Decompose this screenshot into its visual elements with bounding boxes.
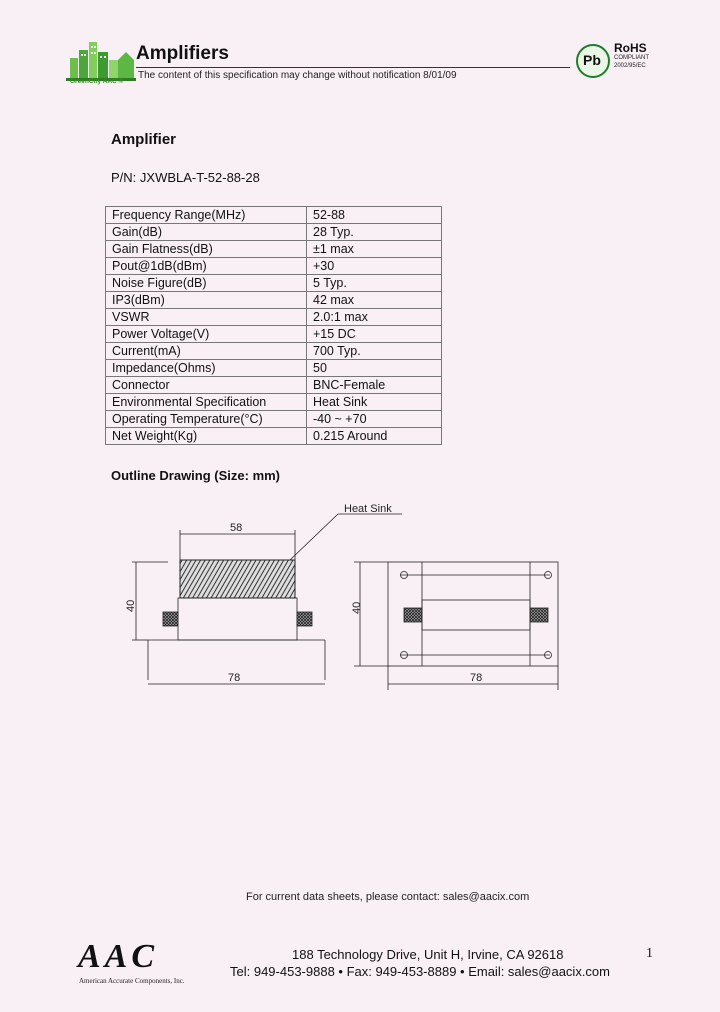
page-number: 1: [646, 946, 653, 961]
table-row: [106, 326, 442, 343]
spec-value: ±1 max: [307, 241, 442, 258]
part-number: P/N: JXWBLA-T-52-88-28: [111, 170, 260, 185]
table-row: [106, 207, 442, 224]
dimension-bottom-left: 78: [228, 672, 241, 684]
table-row: [106, 292, 442, 309]
logo-text: GreenCity AAC ®: [70, 78, 124, 85]
spec-param: VSWR: [106, 309, 307, 326]
table-row: [106, 428, 442, 445]
table-row: [106, 224, 442, 241]
side-view: [132, 514, 402, 684]
spec-value: 28 Typ.: [307, 224, 442, 241]
change-notice: The content of this specification may change without notification 8/01/09: [138, 70, 457, 81]
spec-value: 52-88: [307, 207, 442, 224]
spec-param: Frequency Range(MHz): [106, 207, 307, 224]
spec-param: Operating Temperature(°C): [106, 411, 307, 428]
company-address: 188 Technology Drive, Unit H, Irvine, CA 92618: [292, 947, 564, 962]
table-row: [106, 394, 442, 411]
spec-value: -40 ~ +70: [307, 411, 442, 428]
spec-param: Pout@1dB(dBm): [106, 258, 307, 275]
aac-logo: AAC: [78, 938, 159, 975]
rohs-compliant: COMPLIANT: [614, 55, 650, 61]
heat-sink-label: Heat Sink: [344, 503, 392, 515]
table-row: [106, 377, 442, 394]
dimension-top: 58: [230, 522, 243, 534]
table-row: [106, 343, 442, 360]
spec-param: Net Weight(Kg): [106, 428, 307, 445]
spec-value: +30: [307, 258, 442, 275]
spec-value: 2.0:1 max: [307, 309, 442, 326]
dimension-height-left: 40: [125, 599, 137, 612]
table-row: [106, 360, 442, 377]
spec-value: 42 max: [307, 292, 442, 309]
spec-param: Current(mA): [106, 343, 307, 360]
table-row: [106, 241, 442, 258]
table-row: [106, 258, 442, 275]
drawing-title: Outline Drawing (Size: mm): [111, 468, 281, 483]
top-view: [354, 562, 558, 690]
spec-value: 5 Typ.: [307, 275, 442, 292]
table-row: [106, 275, 442, 292]
section-title: Amplifier: [111, 131, 177, 148]
rohs-title: RoHS: [614, 41, 647, 55]
table-row: [106, 411, 442, 428]
company-name: American Accurate Components, Inc.: [79, 977, 185, 985]
dimension-height-right: 40: [351, 601, 363, 614]
rohs-directive: 2002/95/EC: [614, 63, 646, 69]
dimension-bottom-right: 78: [470, 672, 483, 684]
pb-label: Pb: [583, 52, 601, 68]
spec-value: +15 DC: [307, 326, 442, 343]
spec-param: Impedance(Ohms): [106, 360, 307, 377]
spec-table: [105, 206, 442, 445]
spec-value: BNC-Female: [307, 377, 442, 394]
spec-value: 0.215 Around: [307, 428, 442, 445]
spec-param: Noise Figure(dB): [106, 275, 307, 292]
spec-value: 50: [307, 360, 442, 377]
spec-param: Connector: [106, 377, 307, 394]
contact-line: For current data sheets, please contact: sales@aacix.com: [246, 891, 530, 903]
spec-param: Power Voltage(V): [106, 326, 307, 343]
spec-param: IP3(dBm): [106, 292, 307, 309]
outline-drawing: [110, 500, 580, 700]
spec-value: 700 Typ.: [307, 343, 442, 360]
document-title: Amplifiers: [136, 43, 229, 64]
header-divider: [136, 67, 570, 68]
spec-param: Gain(dB): [106, 224, 307, 241]
spec-value: Heat Sink: [307, 394, 442, 411]
spec-param: Environmental Specification: [106, 394, 307, 411]
contact-numbers: Tel: 949-453-9888 • Fax: 949-453-8889 • Email: sales@aacix.com: [230, 964, 610, 979]
table-row: [106, 309, 442, 326]
spec-param: Gain Flatness(dB): [106, 241, 307, 258]
